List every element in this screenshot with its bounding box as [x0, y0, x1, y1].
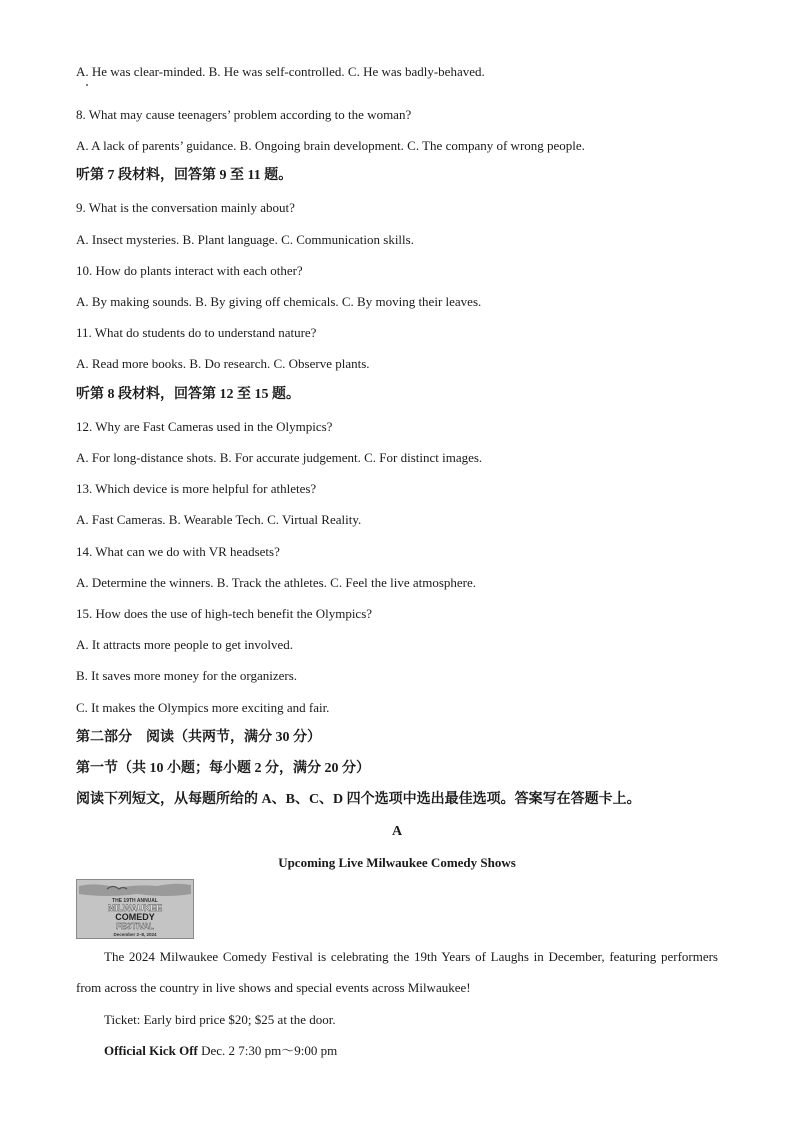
- kickoff-time: Dec. 2 7:30 pm～9:00 pm: [197, 1043, 338, 1058]
- passage-title: Upcoming Live Milwaukee Comedy Shows: [278, 855, 516, 870]
- q9-question: 9. What is the conversation mainly about?: [76, 200, 295, 215]
- q15-option-b: B. It saves more money for the organizers.: [76, 668, 298, 683]
- q15-question: 15. How does the use of high-tech benefit the Olympics?: [76, 606, 373, 621]
- ticket-info: Ticket: Early bird price $20; $25 at the door.: [104, 1012, 336, 1027]
- logo-dates: December 2–8, 2024: [113, 932, 157, 937]
- logo-line3: COMEDY: [115, 912, 155, 922]
- q8-options: A. A lack of parents’ guidance. B. Ongoing brain development. C. The company of wrong people.: [76, 138, 585, 153]
- q13-options: A. Fast Cameras. B. Wearable Tech. C. Virtual Reality.: [76, 512, 362, 527]
- kickoff-line: [104, 1043, 337, 1059]
- q15-option-c: C. It makes the Olympics more exciting and fair.: [76, 700, 330, 715]
- section8-heading: 听第 8 段材料，回答第 12 至 15 题。: [76, 387, 300, 402]
- passage-letter: A: [391, 824, 403, 839]
- passage-paragraph-1: The 2024 Milwaukee Comedy Festival is celebrating the 19th Years of Laughs in December, featuring performers from across the country in live shows and special events across Milwaukee!: [76, 949, 718, 995]
- comedy-festival-logo-art: [77, 880, 193, 938]
- q10-options: A. By making sounds. B. By giving off chemicals. C. By moving their leaves.: [76, 294, 482, 309]
- q10-question: 10. How do plants interact with each other?: [76, 263, 303, 278]
- q13-question: 13. Which device is more helpful for athletes?: [76, 481, 317, 496]
- logo-line4: FESTIVAL: [115, 922, 155, 931]
- section7-heading: 听第 7 段材料，回答第 9 至 11 题。: [76, 168, 293, 183]
- logo-line2: MILWAUKEE: [107, 903, 163, 913]
- q12-options: A. For long-distance shots. B. For accurate judgement. C. For distinct images.: [76, 450, 483, 465]
- logo-line1: THE 19TH ANNUAL: [112, 898, 158, 904]
- q7-options: A. He was clear-minded. B. He was self-controlled. C. He was badly-behaved.: [76, 64, 485, 79]
- q15-option-a: A. It attracts more people to get involved.: [76, 637, 293, 652]
- comedy-festival-logo: [76, 879, 194, 939]
- stray-mark: [86, 84, 88, 86]
- part2-heading: 第二部分 阅读（共两节，满分 30 分）: [76, 730, 321, 745]
- kickoff-label: Official Kick Off: [104, 1043, 198, 1058]
- q9-options: A. Insect mysteries. B. Plant language. C. Communication skills.: [76, 232, 414, 247]
- q11-question: 11. What do students do to understand nature?: [76, 325, 317, 340]
- q11-options: A. Read more books. B. Do research. C. Observe plants.: [76, 356, 370, 371]
- section1-heading: 第一节（共 10 小题；每小题 2 分，满分 20 分）: [76, 761, 370, 776]
- instructions: 阅读下列短文，从每题所给的 A、B、C、D 四个选项中选出最佳选项。答案写在答题卡上。: [76, 792, 641, 807]
- q12-question: 12. Why are Fast Cameras used in the Olympics?: [76, 419, 333, 434]
- q8-question: 8. What may cause teenagers’ problem according to the woman?: [76, 107, 412, 122]
- q14-options: A. Determine the winners. B. Track the athletes. C. Feel the live atmosphere.: [76, 575, 477, 590]
- q14-question: 14. What can we do with VR headsets?: [76, 544, 280, 559]
